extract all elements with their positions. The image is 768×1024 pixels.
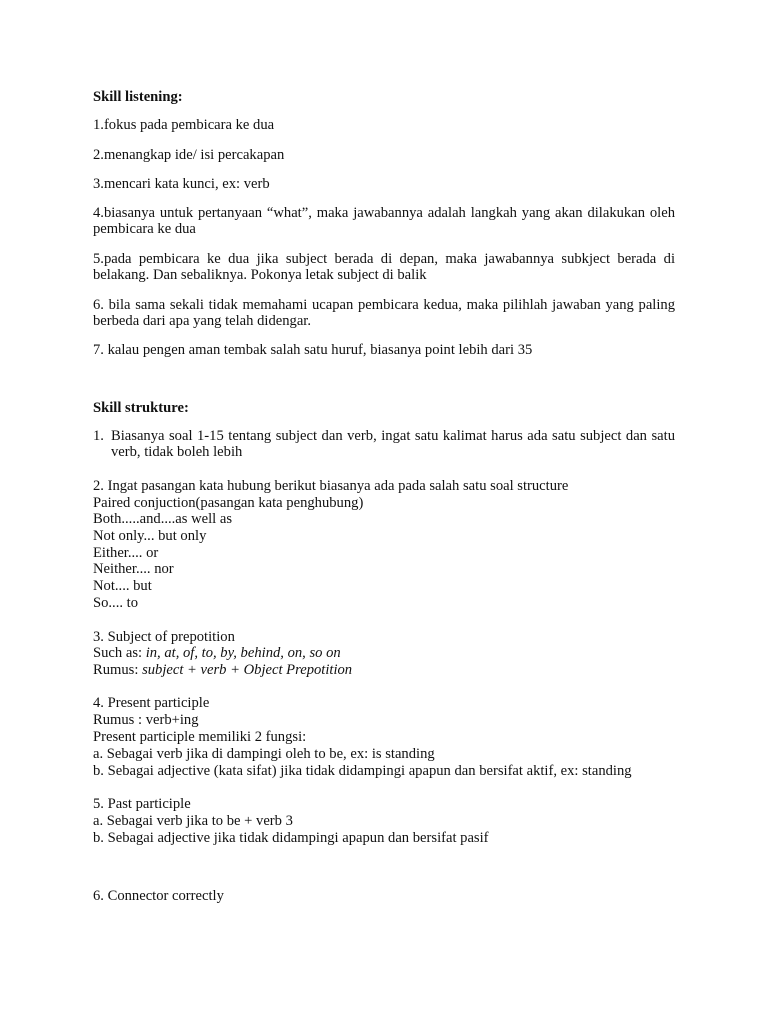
structure-line: Either.... or <box>93 545 159 561</box>
heading-skill-listening: Skill listening: <box>93 89 183 105</box>
heading-skill-structure: Skill strukture: <box>93 400 189 416</box>
structure-line <box>93 662 352 678</box>
structure-item-4: 4. Present participle <box>93 695 210 711</box>
structure-line: Rumus : verb+ing <box>93 712 199 728</box>
structure-line: Not only... but only <box>93 528 207 544</box>
structure-line <box>93 645 341 661</box>
structure-line: Present participle memiliki 2 fungsi: <box>93 729 307 745</box>
structure-item-6: 6. Connector correctly <box>93 888 224 904</box>
label: Such as: <box>93 645 146 661</box>
structure-item-1 <box>93 428 675 460</box>
listening-item: 6. bila sama sekali tidak memahami ucapan pembicara kedua, maka pilihlah jawaban yang paling berbeda dari apa yang telah didengar. <box>93 297 675 329</box>
listening-item: 2.menangkap ide/ isi percakapan <box>93 147 285 163</box>
structure-line: So.... to <box>93 595 139 611</box>
italic-text: subject + verb + Object Prepotition <box>142 662 353 678</box>
structure-item-5: 5. Past participle <box>93 796 191 812</box>
structure-line: Both.....and....as well as <box>93 511 233 527</box>
listening-item: 1.fokus pada pembicara ke dua <box>93 117 275 133</box>
listening-item: 3.mencari kata kunci, ex: verb <box>93 176 270 192</box>
item-text: Biasanya soal 1-15 tentang subject dan verb, ingat satu kalimat harus ada satu subject dan satu verb, tidak boleh lebih <box>111 428 675 460</box>
structure-line: b. Sebagai adjective jika tidak didampingi apapun dan bersifat pasif <box>93 830 489 846</box>
italic-text: in, at, of, to, by, behind, on, so on <box>145 645 341 661</box>
item-number: 1. <box>93 428 104 444</box>
structure-line: Paired conjuction(pasangan kata penghubung) <box>93 495 364 511</box>
label: Rumus: <box>93 662 143 678</box>
structure-line: a. Sebagai verb jika di dampingi oleh to be, ex: is standing <box>93 746 435 762</box>
structure-line: Neither.... nor <box>93 561 174 577</box>
listening-item: 5.pada pembicara ke dua jika subject berada di depan, maka jawabannya subkject berada di belakang. Dan sebaliknya. Pokonya letak subject di balik <box>93 251 675 283</box>
structure-item-2: 2. Ingat pasangan kata hubung berikut biasanya ada pada salah satu soal structure <box>93 478 569 494</box>
structure-line: a. Sebagai verb jika to be + verb 3 <box>93 813 293 829</box>
listening-item: 4.biasanya untuk pertanyaan “what”, maka jawabannya adalah langkah yang akan dilakukan oleh pembicara ke dua <box>93 205 675 237</box>
structure-item-3: 3. Subject of prepotition <box>93 629 235 645</box>
structure-line: b. Sebagai adjective (kata sifat) jika tidak didampingi apapun dan bersifat aktif, ex: standing <box>93 763 632 779</box>
listening-item: 7. kalau pengen aman tembak salah satu huruf, biasanya point lebih dari 35 <box>93 342 533 358</box>
structure-line: Not.... but <box>93 578 152 594</box>
